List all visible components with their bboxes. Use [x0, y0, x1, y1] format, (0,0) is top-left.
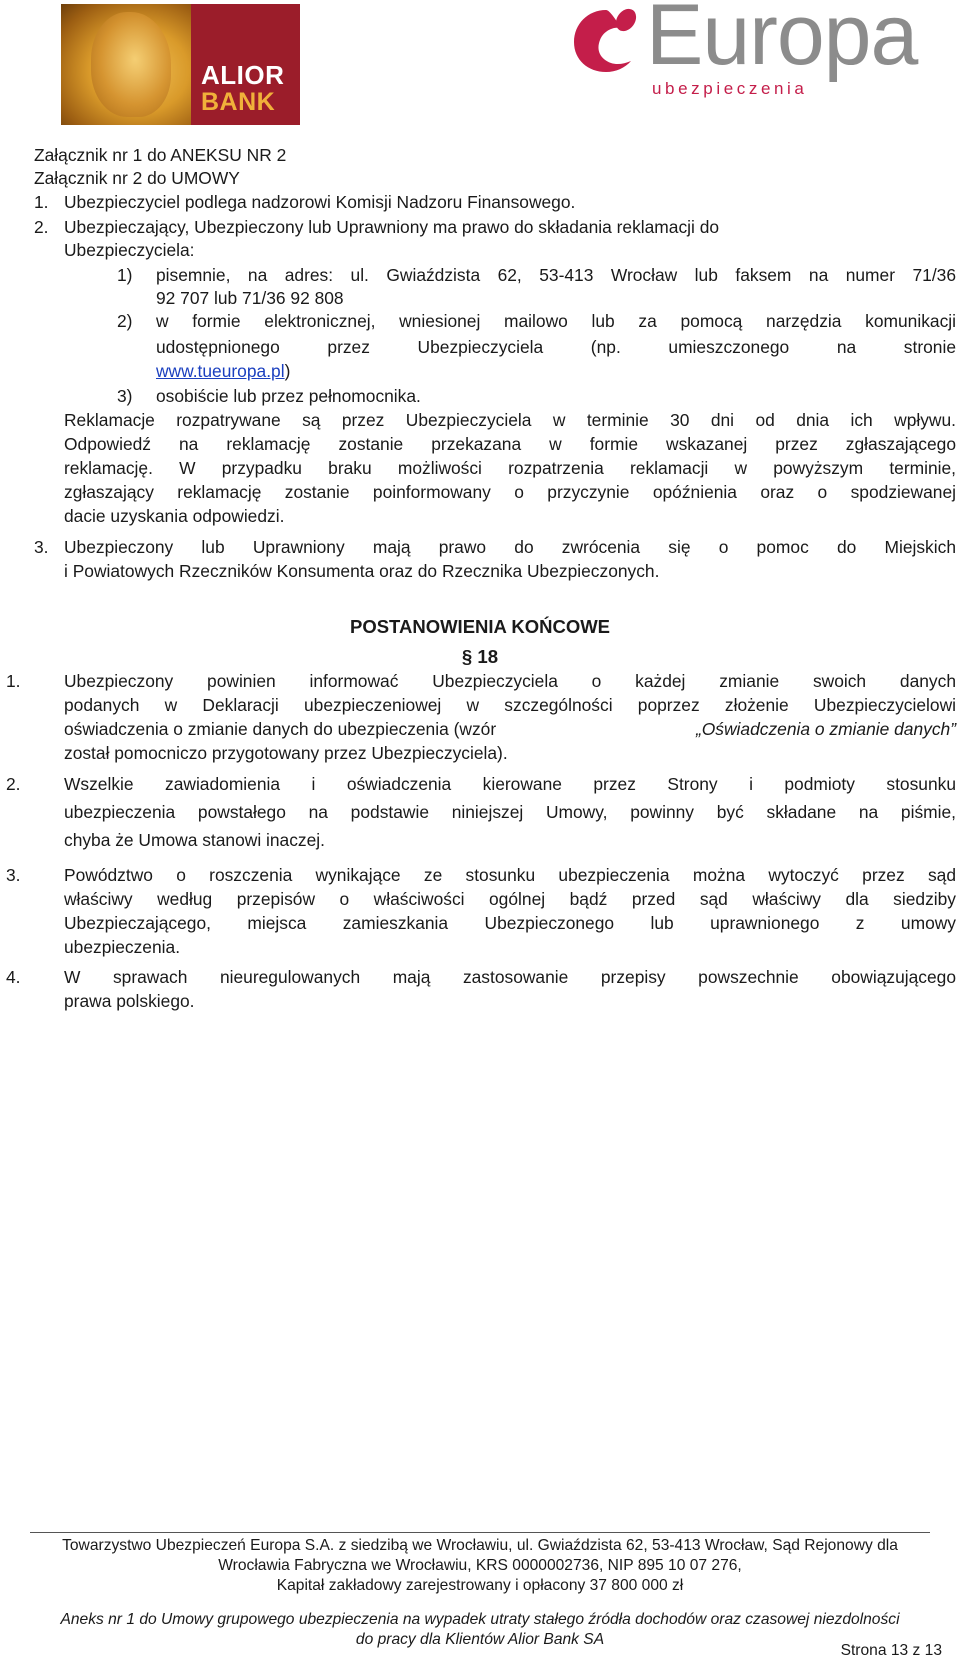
sub-list-text: osobiście lub przez pełnomocnika. — [156, 386, 421, 406]
paragraph-line: Odpowiedź na reklamację zostanie przekazana w formie wskazanej przez zgłaszającego — [64, 434, 956, 454]
form-title-italic: „Oświadczenia o zmianie danych” — [695, 719, 956, 739]
europa-logo-icon — [570, 6, 642, 76]
section-heading: POSTANOWIENIA KOŃCOWE — [349, 616, 611, 637]
list-item-text: prawa polskiego. — [64, 991, 195, 1011]
sub-list-text: w formie elektronicznej, wniesionej mailowo lub za pomocą narzędzia komunikacji — [156, 311, 956, 331]
sub-list-text: pisemnie, na adres: ul. Gwiaździsta 62, 53-413 Wrocław lub faksem na numer 71/36 — [156, 265, 956, 285]
list-item-text: Wszelkie zawiadomienia i oświadczenia kierowane przez Strony i podmioty stosunku — [64, 774, 956, 794]
list-item-text: podanych w Deklaracji ubezpieczeniowej w szczególności poprzez złożenie Ubezpieczycielowi — [64, 695, 956, 715]
footer-capital-line: Kapitał zakładowy zarejestrowany i opłacony 37 800 000 zł — [276, 1577, 684, 1594]
list-item-text: W sprawach nieuregulowanych mają zastosowanie przepisy powszechnie obowiązującego — [64, 967, 956, 987]
paragraph-symbol: § 18 — [461, 646, 499, 667]
sub-list-number: 1) — [117, 265, 133, 285]
list-number: 2. — [34, 217, 49, 237]
list-item-line — [64, 718, 956, 741]
footer-document-title: do pracy dla Klientów Alior Bank SA — [355, 1631, 605, 1648]
list-item-text: został pomocniczo przygotowany przez Ubezpieczyciela). — [64, 743, 508, 763]
sub-list-text: 92 707 lub 71/36 92 808 — [156, 288, 344, 308]
europa-logo-subtitle: ubezpieczenia — [652, 79, 808, 98]
list-item-text: Ubezpieczający, Ubezpieczony lub Uprawniony ma prawo do składania reklamacji do — [64, 217, 720, 237]
footer-divider — [30, 1532, 930, 1533]
list-number: 1. — [6, 671, 21, 691]
list-number: 4. — [6, 967, 21, 987]
alior-logo-word: ALIOR — [201, 60, 285, 90]
list-item-text: oświadczenia o zmianie danych do ubezpieczenia (wzór — [64, 719, 497, 739]
list-number: 2. — [6, 774, 21, 794]
list-item-text: ubezpieczenia. — [64, 937, 181, 957]
footer-company-line: Wrocławia Fabryczna we Wrocławiu, KRS 0000002736, NIP 895 10 07 276, — [218, 1557, 742, 1574]
list-number: 3. — [6, 865, 21, 885]
list-item-text: Ubezpieczyciel podlega nadzorowi Komisji Nadzoru Finansowego. — [64, 192, 576, 212]
paragraph-line: dacie uzyskania odpowiedzi. — [64, 506, 285, 526]
list-item-text: Ubezpieczyciela: — [64, 240, 195, 260]
alior-head-emblem — [61, 4, 191, 125]
list-number: 3. — [34, 537, 49, 557]
list-item-text: właściwy według przepisów o właściwości ogólnej bądź przed sąd właściwy dla siedziby — [64, 889, 956, 909]
sub-list-number: 2) — [117, 311, 133, 331]
sub-list-link-line — [156, 360, 290, 383]
list-item-text: Ubezpieczony powinien informować Ubezpieczyciela o każdej zmianie swoich danych — [64, 671, 956, 691]
tueuropa-link[interactable]: www.tueuropa.pl — [156, 361, 285, 381]
footer-document-title: Aneks nr 1 do Umowy grupowego ubezpieczenia na wypadek utraty stałego źródła dochodów oraz czasowej niezdolności — [60, 1611, 900, 1628]
alior-bank-logo — [61, 4, 300, 125]
list-number: 1. — [34, 192, 49, 212]
list-item-text: ubezpieczenia powstałego na podstawie niniejszej Umowy, powinny być składane na piśmie, — [64, 802, 956, 822]
sub-list-text: udostępnionego przez Ubezpieczyciela (np. umieszczonego na stronie — [156, 337, 956, 357]
paragraph-line: reklamację. W przypadku braku możliwości rozpatrzenia reklamacji w powyższym terminie, — [64, 458, 956, 478]
paragraph-line: Reklamacje rozpatrywane są przez Ubezpieczyciela w terminie 30 dni od dnia ich wpływu. — [64, 410, 956, 430]
annex-line-1: Załącznik nr 1 do ANEKSU NR 2 — [34, 145, 287, 165]
paragraph-line: zgłaszający reklamację zostanie poinformowany o przyczynie opóźnienia oraz o spodziewanej — [64, 482, 956, 502]
list-item-text: Ubezpieczony lub Uprawniony mają prawo do zwrócenia się o pomoc do Miejskich — [64, 537, 956, 557]
list-item-text: Powództwo o roszczenia wynikające ze stosunku ubezpieczenia można wytoczyć przez sąd — [64, 865, 956, 885]
list-item-text: chyba że Umowa stanowi inaczej. — [64, 830, 325, 850]
alior-logo-bank: BANK — [201, 88, 276, 116]
page-number: Strona 13 z 13 — [840, 1642, 942, 1659]
footer-company-line: Towarzystwo Ubezpieczeń Europa S.A. z siedzibą we Wrocławiu, ul. Gwiaździsta 62, 53-413 Wrocław, Sąd Rejonowy dla — [62, 1537, 898, 1554]
list-item-text: Ubezpieczającego, miejsca zamieszkania Ubezpieczonego lub uprawnionego z umowy — [64, 913, 956, 933]
sub-list-number: 3) — [117, 386, 133, 406]
closing-paren: ) — [284, 361, 291, 381]
annex-line-2: Załącznik nr 2 do UMOWY — [34, 168, 240, 188]
europa-logo-word: Europa — [646, 0, 918, 83]
list-item-text: i Powiatowych Rzeczników Konsumenta oraz do Rzecznika Ubezpieczonych. — [64, 561, 660, 581]
